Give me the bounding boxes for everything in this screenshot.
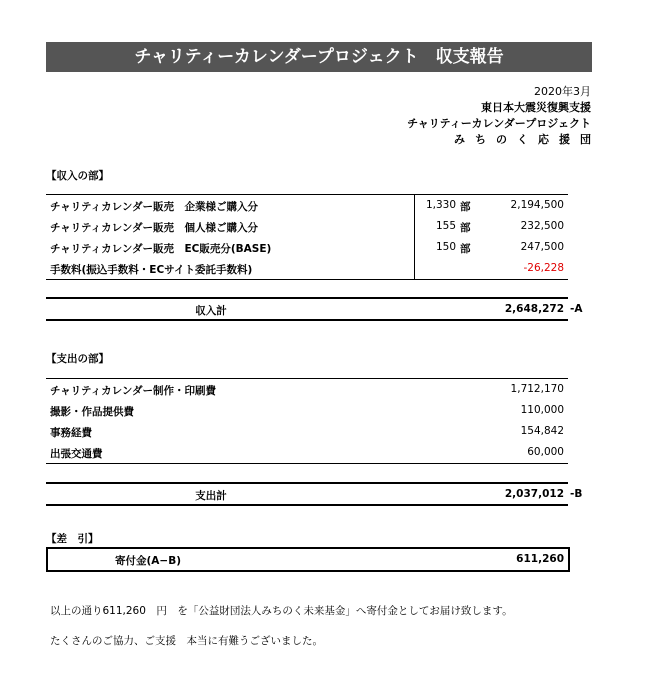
income-item-unit: 部: [460, 222, 471, 234]
expense-item-amount: 110,000: [520, 404, 564, 416]
income-item-label: チャリティカレンダー販売 EC販売分(BASE): [50, 243, 272, 255]
expense-total-amount: 2,037,012: [504, 488, 564, 500]
expense-section-label: 【支出の部】: [46, 353, 109, 365]
income-section-label: 【収入の部】: [46, 170, 109, 182]
project-name: チャリティーカレンダープロジェクト: [407, 117, 591, 130]
income-item-amount: 2,194,500: [510, 199, 564, 211]
income-row: [46, 216, 568, 237]
income-item-label: チャリティカレンダー販売 個人様ご購入分: [50, 222, 258, 234]
income-item-unit: 部: [460, 243, 471, 255]
income-item-label: チャリティカレンダー販売 企業様ご購入分: [50, 201, 258, 213]
closing-note: 以上の通り611,260 円 を「公益財団法人みちのく未来基金」へ寄付金としてお届け致します。: [50, 605, 513, 617]
income-total-row: [46, 299, 568, 319]
page-title: チャリティーカレンダープロジェクト 収支報告: [46, 42, 592, 72]
income-row: [46, 237, 568, 258]
expense-item-amount: 154,842: [520, 425, 564, 437]
expense-total-bottom-rule: [46, 504, 568, 506]
income-item-qty: 155: [435, 220, 456, 232]
expense-total-row: [46, 484, 568, 504]
income-total-label: 収入計: [195, 305, 227, 317]
donation-amount: 611,260: [516, 553, 564, 565]
expense-row: [46, 379, 568, 400]
income-total-amount: 2,648,272: [504, 303, 564, 315]
donation-box: [46, 547, 570, 572]
expense-item-label: 撮影・作品提供費: [50, 406, 134, 418]
income-item-qty: 1,330: [425, 199, 456, 211]
income-item-amount: 247,500: [520, 241, 564, 253]
thanks-note: たくさんのご協力、ご支援 本当に有難うございました。: [50, 635, 323, 647]
expense-total-suffix: -B: [570, 488, 583, 500]
income-item-qty: 150: [435, 241, 456, 253]
expense-row: [46, 421, 568, 442]
expense-row: [46, 442, 568, 463]
expense-item-amount: 60,000: [527, 446, 564, 458]
income-total-suffix: -A: [570, 303, 583, 315]
income-bottom-rule: [46, 279, 568, 280]
difference-section-label: 【差 引】: [46, 533, 99, 545]
header-info: [407, 84, 601, 148]
organizer-name: みちのく応援団: [454, 133, 601, 146]
expense-item-label: 出張交通費: [50, 448, 103, 460]
income-row: [46, 195, 568, 216]
expense-row: [46, 400, 568, 421]
income-item-label: 手数料(振込手数料・ECサイト委託手数料): [50, 264, 253, 276]
expense-item-label: 事務経費: [50, 427, 92, 439]
income-item-unit: 部: [460, 201, 471, 213]
donation-label: 寄付金(A−B): [114, 555, 182, 567]
support-line: 東日本大震災復興支援: [481, 101, 591, 114]
income-total-bottom-rule: [46, 319, 568, 321]
income-item-amount: 232,500: [520, 220, 564, 232]
expense-item-label: チャリティカレンダー制作・印刷費: [50, 385, 216, 397]
report-date: 2020年3月: [534, 85, 591, 98]
expense-total-label: 支出計: [195, 490, 227, 502]
income-item-amount: -26,228: [523, 262, 564, 274]
expense-bottom-rule: [46, 463, 568, 464]
income-row: [46, 258, 568, 279]
expense-item-amount: 1,712,170: [510, 383, 564, 395]
